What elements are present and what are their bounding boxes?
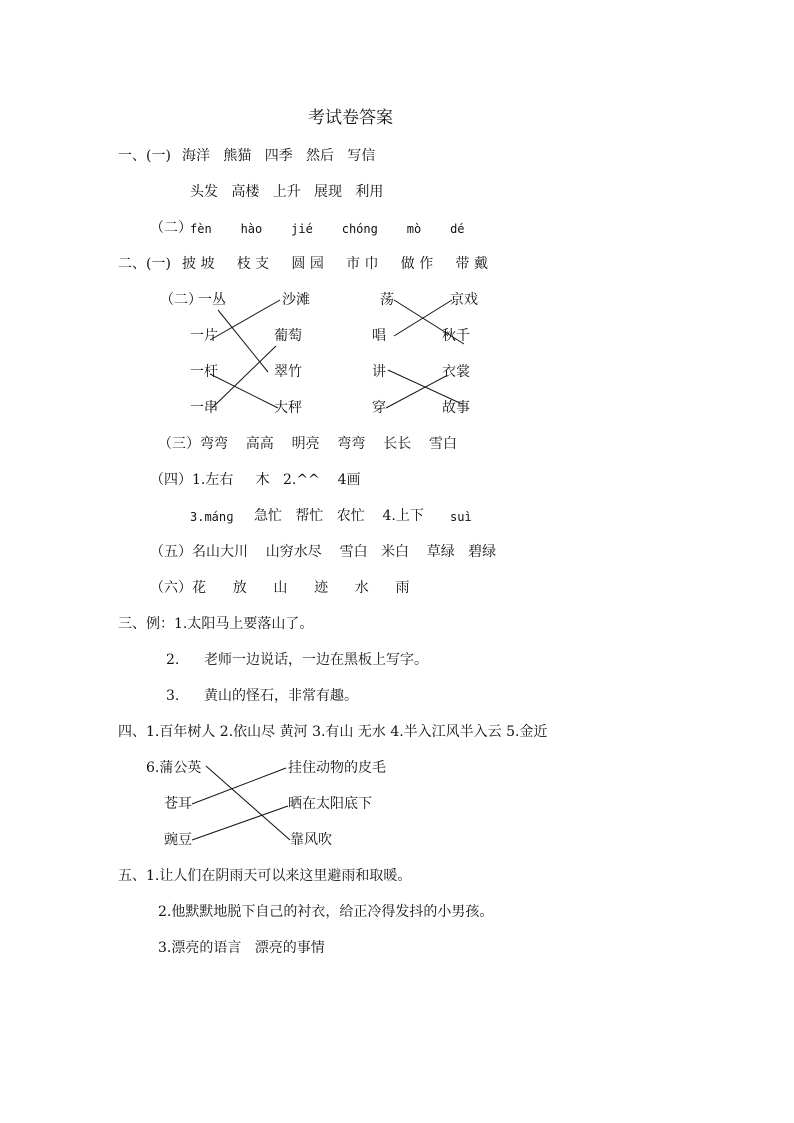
match-b-left-2: 唱 — [372, 328, 386, 344]
match-line-a-3 — [210, 374, 278, 408]
section-3-row-2-text: 老师一边说话，一边在黑板上写字。 — [204, 652, 428, 668]
match-b-right-4: 故事 — [442, 400, 470, 416]
match-line-a-4 — [212, 346, 276, 408]
section-5-row-1: 五、1.让人们在阴雨天可以来这里避雨和取暖。 — [118, 868, 412, 884]
section-5-row-3: 3.漂亮的语言 漂亮的事情 — [158, 940, 325, 956]
section-3-row-2-number: 2. — [166, 652, 180, 668]
match-line-a-1 — [218, 310, 268, 372]
section-2-part-1-label: 二、(一) — [118, 256, 171, 272]
section-2-part-4-pinyin-a: 3.mánɡ — [190, 510, 234, 524]
section-2-part-5-row: （五）名山大川 山穷水尽 雪白 米白 草绿 碧绿 — [150, 544, 497, 560]
section-2-part-4-pinyin-b: suì — [450, 510, 472, 524]
section-1-pinyin-row: fèn hào jié chóng mò dé — [190, 222, 465, 236]
section-4-left-3: 豌豆 — [164, 832, 192, 848]
match-a-right-2: 葡萄 — [274, 328, 302, 344]
match-b-left-4: 穿 — [372, 400, 386, 416]
matching-label: （二） — [160, 292, 202, 308]
match-line-4-1 — [206, 766, 290, 840]
match-b-left-3: 讲 — [372, 364, 386, 380]
section-4-row-1: 四、1.百年树人 2.依山尽 黄河 3.有山 无水 4.半入江风半入云 5.金近 — [118, 724, 548, 740]
match-b-right-3: 衣裳 — [442, 364, 470, 380]
section-5-row-2: 2.他默默地脱下自己的衬衣，给正冷得发抖的小男孩。 — [158, 904, 494, 920]
match-b-right-2: 秋千 — [442, 328, 470, 344]
match-a-left-1: 一丛 — [198, 292, 226, 308]
section-3-row-3-number: 3. — [166, 688, 180, 704]
match-a-left-2: 一片 — [190, 328, 218, 344]
match-b-left-1: 荡 — [380, 292, 394, 308]
section-3-row-3-text: 黄山的怪石，非常有趣。 — [204, 688, 358, 704]
match-a-right-4: 大秤 — [274, 400, 302, 416]
match-a-right-3: 翠竹 — [274, 364, 302, 380]
section-1-part-1-label: 一、(一) — [118, 148, 171, 164]
section-4-right-3: 靠风吹 — [290, 832, 332, 848]
match-line-4-2 — [192, 768, 286, 804]
section-2-part-6-row: （六）花 放 山 迹 水 雨 — [150, 580, 410, 596]
page-title: 考试卷答案 — [308, 108, 393, 128]
match-b-right-1: 京戏 — [450, 292, 478, 308]
match-line-b-4 — [386, 376, 446, 408]
section-4-right-1: 挂住动物的皮毛 — [288, 760, 386, 776]
section-4-right-2: 晒在太阳底下 — [288, 796, 372, 812]
section-4-left-2: 苍耳 — [164, 796, 192, 812]
section-2-part-1-row: 披 坡 枝 支 圆 园 市 巾 做 作 带 戴 — [182, 256, 488, 272]
section-2-part-4-row-2: 急忙 帮忙 农忙 4.上下 — [254, 508, 424, 524]
section-4-left-1: 6.蒲公英 — [146, 760, 202, 776]
section-2-part-3-row: （三）弯弯 高高 明亮 弯弯 长长 雪白 — [158, 436, 458, 452]
match-a-left-3: 一杆 — [190, 364, 218, 380]
section-1-part-2-label: （二） — [150, 220, 192, 236]
match-line-4-3 — [192, 806, 288, 840]
match-a-left-4: 一串 — [190, 400, 218, 416]
section-1-part-1-row-1: 海洋 熊猫 四季 然后 写信 — [182, 148, 376, 164]
section-3-row-1: 三、例：1.太阳马上要落山了。 — [118, 616, 314, 632]
section-1-part-1-row-2: 头发 高楼 上升 展现 利用 — [190, 184, 384, 200]
section-2-part-4-row-1: （四）1.左右 木 2.^^ 4画 — [150, 472, 361, 488]
match-a-right-1: 沙滩 — [282, 292, 310, 308]
